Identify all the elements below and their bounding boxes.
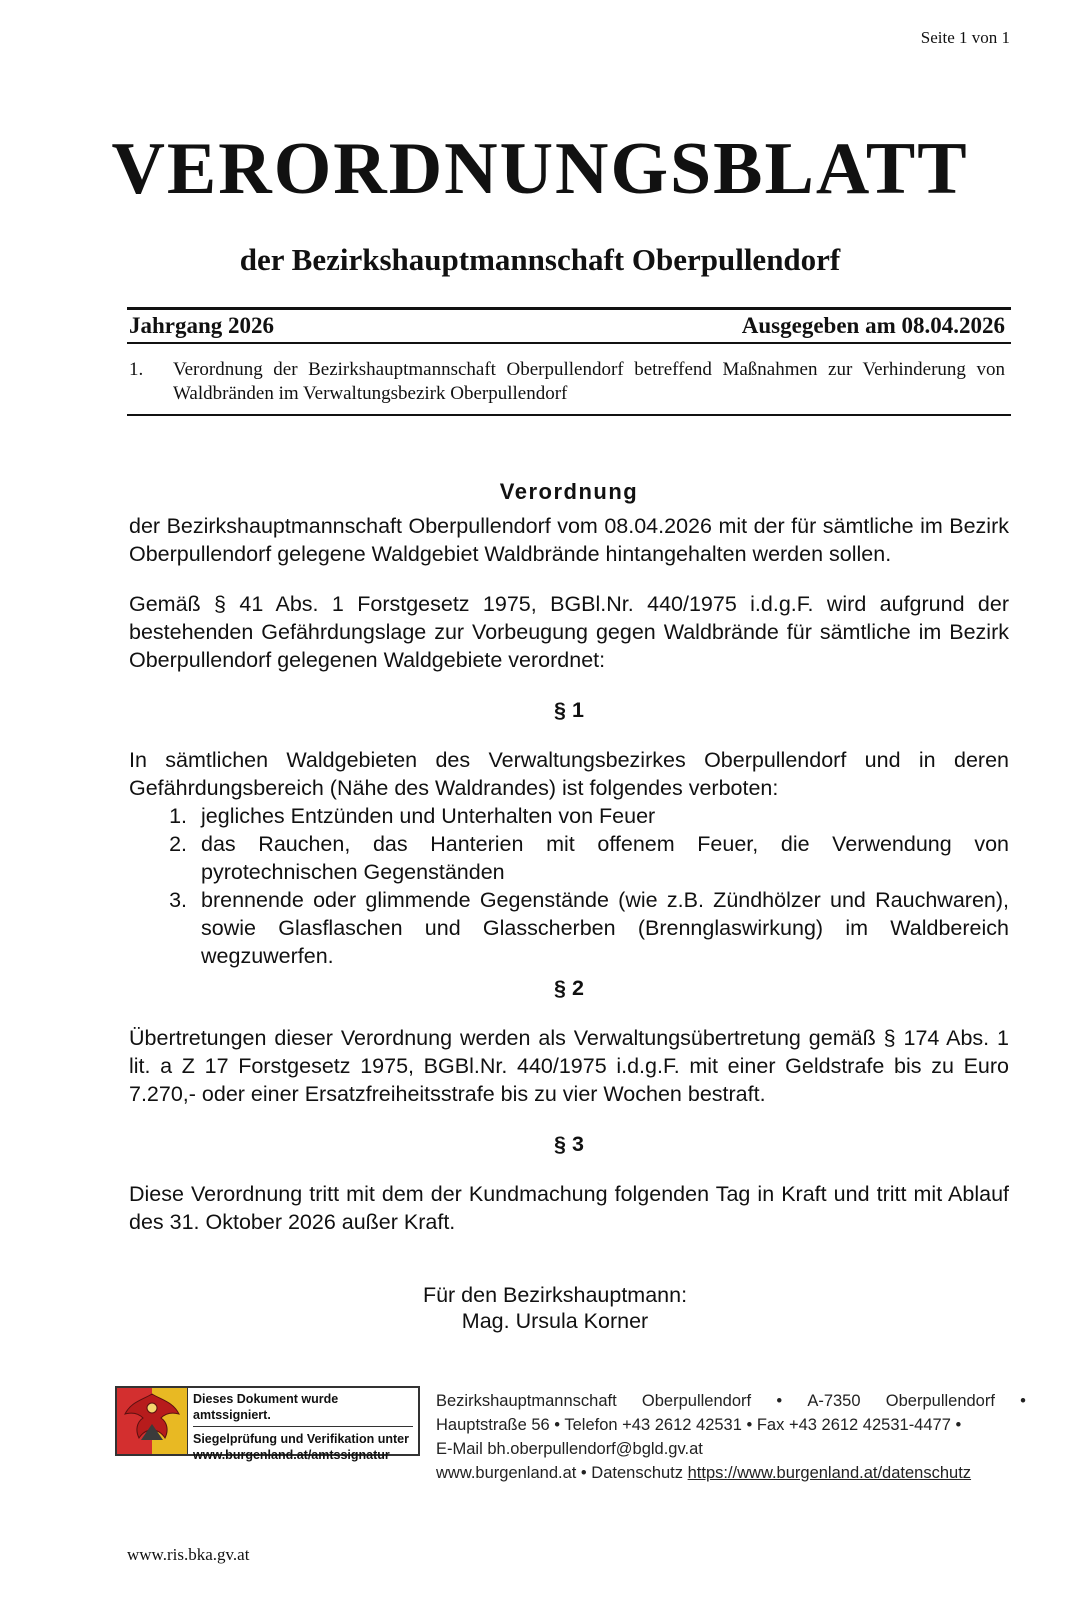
list-item-text: jegliches Entzünden und Unterhalten von Feuer (201, 804, 656, 828)
document-body (129, 478, 1009, 1236)
legal-basis-paragraph: Gemäß § 41 Abs. 1 Forstgesetz 1975, BGBl.Nr. 440/1975 i.d.g.F. wird aufgrund der bestehenden Gefährdungslage zur Vorbeugung gegen Waldbrände für sämtliche im Bezirk Oberpullendorf gelegenen Waldgebiete verordnet: (129, 592, 1009, 672)
contact-city: Oberpullendorf (885, 1392, 995, 1410)
contact-address-line (436, 1389, 1026, 1413)
contact-web-line (436, 1461, 1026, 1485)
signature-block (0, 1282, 1080, 1334)
contact-email-line: E-Mail bh.oberpullendorf@bgld.gv.at (436, 1440, 703, 1458)
list-item-number: 3. (169, 888, 187, 912)
list-item (129, 802, 1009, 830)
section-2-sign: § 2 (554, 976, 584, 1000)
privacy-link[interactable]: https://www.burgenland.at/datenschutz (687, 1464, 972, 1482)
page-number: Seite 1 von 1 (920, 28, 1010, 47)
issue-line (127, 310, 1011, 342)
bottom-rule (127, 414, 1011, 416)
contact-agency: Bezirkshauptmannschaft (436, 1392, 617, 1410)
list-item (129, 830, 1009, 886)
contact-postcode: A-7350 (807, 1392, 861, 1410)
prohibition-list (129, 802, 1009, 970)
issue-block (127, 307, 1011, 416)
list-item (129, 886, 1009, 970)
contact-separator: • (1020, 1392, 1026, 1410)
masthead-subtitle: der Bezirkshauptmannschaft Oberpullendorf (239, 242, 841, 277)
seal-line-3: www.burgenland.at/amtssignatur (193, 1448, 390, 1462)
signatory-name: Mag. Ursula Korner (461, 1309, 649, 1333)
signature-line: Für den Bezirkshauptmann: (422, 1283, 688, 1307)
section-2-text: Übertretungen dieser Verordnung werden als Verwaltungsübertretung gemäß § 174 Abs. 1 lit. a Z 17 Forstgesetz 1975, BGBl.Nr. 440/1975 i.d.g.F. mit einer Geldstrafe bis zu Euro 7.270,- oder einer Ersatzfreiheitsstrafe bis zu vier Wochen bestraft. (129, 1026, 1009, 1106)
intro-paragraph: der Bezirkshauptmannschaft Oberpullendorf vom 08.04.2026 mit der für sämtliche im Bezirk Oberpullendorf gelegene Waldgebiet Waldbrände hintangehalten werden sollen. (129, 514, 1009, 566)
contact-phone-line: Hauptstraße 56 • Telefon +43 2612 42531 • Fax +43 2612 42531-4477 • (436, 1416, 962, 1434)
contact-agency-place: Oberpullendorf (641, 1392, 752, 1410)
official-signature-seal (115, 1386, 420, 1462)
masthead-title: VERORDNUNGSBLATT (111, 128, 969, 210)
seal-line-1: Dieses Dokument wurde amtssigniert. (193, 1391, 413, 1427)
contact-info (436, 1389, 1026, 1485)
seal-line-2: Siegelprüfung und Verifikation unter (193, 1432, 409, 1446)
list-item-number: 1. (169, 804, 187, 828)
volume-label: Jahrgang 2026 (129, 313, 275, 338)
list-item-number: 2. (169, 832, 187, 856)
toc-text: Verordnung der Bezirkshauptmannschaft Oberpullendorf betreffend Maßnahmen zur Verhinderung von Waldbränden im Verwaltungsbezirk Oberpullendorf (173, 359, 1005, 404)
document-heading: Verordnung (499, 479, 639, 504)
list-item-text: brennende oder glimmende Gegenstände (wie z.B. Zündhölzer und Rauchwaren), sowie Glasflaschen und Glasscherben (Brennglaswirkung) im Waldbereich wegzuwerfen. (201, 888, 1009, 968)
section-1-sign: § 1 (554, 698, 584, 722)
section-1-text: In sämtlichen Waldgebieten des Verwaltungsbezirkes Oberpullendorf und in deren Gefährdungsbereich (Nähe des Waldrandes) ist folgendes verboten: (129, 748, 1009, 800)
issue-date: Ausgegeben am 08.04.2026 (741, 313, 1005, 338)
footer-url: www.ris.bka.gv.at (127, 1545, 250, 1564)
list-item-text: das Rauchen, das Hanterien mit offenem Feuer, die Verwendung von pyrotechnischen Gegenständen (201, 832, 1009, 884)
section-3-sign: § 3 (554, 1132, 584, 1156)
toc-number: 1. (129, 359, 144, 380)
seal-text (188, 1388, 418, 1462)
contact-separator: • (776, 1392, 783, 1410)
toc-entry (127, 344, 1011, 414)
coat-of-arms-icon (117, 1388, 188, 1454)
contact-web-prefix: www.burgenland.at • Datenschutz (436, 1464, 684, 1482)
section-3-text: Diese Verordnung tritt mit dem der Kundmachung folgenden Tag in Kraft und tritt mit Ablauf des 31. Oktober 2026 außer Kraft. (129, 1182, 1009, 1234)
